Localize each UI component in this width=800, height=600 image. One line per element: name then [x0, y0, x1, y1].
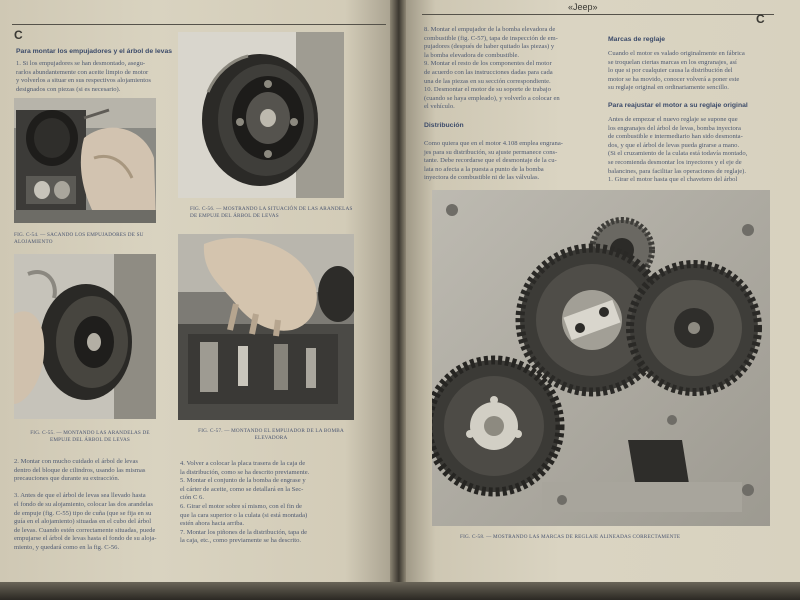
- marcas-text: Cuando el motor es valado originalmente en fábrica se troquelan ciertas marcas en los engranajes, así lo que si por cualquier causa la distribución del motor se ha movido, conocer volverá a poner este su reglaje original en ordinariamente sencillo.: [608, 50, 745, 92]
- header-rule: [12, 24, 386, 25]
- section-letter: C: [756, 12, 765, 26]
- heading-marcas: Marcas de reglaje: [608, 36, 666, 43]
- header-rule: [422, 14, 774, 15]
- left-page: [0, 0, 392, 600]
- caption-fig-c58: FIG. C-58. — MOSTRANDO LAS MARCAS DE REGLAJE ALINEADAS CORRECTAMENTE: [460, 534, 681, 540]
- photo-fig-c54: [14, 98, 156, 223]
- right-col1-top-text: 8. Montar el empujador de la bomba elevadora de combustible (fig. C-57), tapa de inspección de em- pujadores (después de haber quitado las piezas) y la bomba elevadora de combustible. 9. Montar el resto de los componentes del motor de acuerdo con las instrucciones dadas para cada una de las piezas en su sección correspondiente. 10. Desmontar el motor de su soporte de trabajo (cuando se haya empleado), y volverlo a colocar en el vehículo.: [424, 26, 560, 111]
- caption-fig-c54: FIG. C-54. — SACANDO LOS EMPUJADORES DE SU ALOJAMIENTO: [14, 232, 144, 245]
- photo-fig-c57: [178, 234, 354, 420]
- left-col1-text: 2. Montar con mucho cuidado el árbol de levas dentro del bloque de cilindros, usando las mismas precauciones que durante su extracción. 3. Antes de que el árbol de levas sea llevado hasta el fondo de su alojamiento, colocar las dos arandelas de empuje (fig. C-55) tipo de cuña (que se fija en su guía en el alojamiento) situadas en el cubo del árbol de levas. Cuando estén correctamente situadas, puede empujarse el árbol de levas hasta el fondo de su aloja- miento, y quedará como en la fig. C-56.: [14, 458, 157, 551]
- reajustar-text: Antes de empezar el nuevo reglaje se supone que los engranajes del árbol de levas, bomba inyectora de combustible e intermediario han sido desmonta- dos, y que el árbol de levas pueda girarse a mano. (Si el cruzamiento de la culata está todavía montado, se recomienda desmontar los inyectores y el eje de balancines, para facilitar las operaciones de reglaje). 1. Girar el motor hasta que el chavetero del árbol: [608, 116, 748, 184]
- photo-fig-c56: [178, 32, 344, 198]
- caption-fig-c55: FIG. C-55. — MONTANDO LAS ARANDELAS DE EMPUJE DEL ÁRBOL DE LEVAS: [30, 430, 150, 443]
- intro-text: 1. Si los empujadores se han desmontado, asegu- rarlos abundantemente con aceite limpio de motor y volverlos a situar en sus respectivos alojamientos designados con piezas (si es necesario).: [16, 60, 151, 93]
- caption-fig-c57: FIG. C-57. — MONTANDO EL EMPUJADOR DE LA BOMBA ELEVADORA: [198, 428, 344, 441]
- heading-reajustar: Para reajustar el motor a su reglaje original: [608, 102, 748, 109]
- distribucion-text: Como quiera que en el motor 4.108 emplea engrana- jes para su distribución, su ajuste permanece cons- tante. Debe recordarse que el desmontaje de la cu- lata no afecta a la puesta a punto de la bomba inyectora de combustible ni de las válvulas.: [424, 140, 563, 182]
- photo-fig-c55: [14, 254, 156, 419]
- section-letter: C: [14, 28, 23, 42]
- caption-fig-c56: FIG. C-56. — MOSTRANDO LA SITUACIÓN DE LAS ARANDELAS DE EMPUJE DEL ÁRBOL DE LEVAS: [190, 206, 353, 219]
- running-header: «Jeep»: [568, 2, 598, 12]
- left-col2-text: 4. Volver a colocar la placa trasera de la caja de la distribución, como se ha descrito previamente. 5. Montar el conjunto de la bomba de engrase y el cárter de aceite, como se detallará en la Sec- ción C 6. 6. Girar el motor sobre sí mismo, con el fin de que la cara superior o la culata (si está montada) estén ahora hacia arriba. 7. Montar los piñones de la distribución, tapa de la caja, etc., como previamente se ha descrito.: [180, 460, 310, 545]
- heading-levas: Para montar los empujadores y el árbol de levas: [16, 48, 173, 55]
- book-gutter: [390, 0, 406, 600]
- right-page: [404, 0, 800, 600]
- photo-fig-c58: [432, 190, 770, 526]
- heading-distribucion: Distribución: [424, 122, 464, 129]
- book-bottom-edge: [0, 582, 800, 600]
